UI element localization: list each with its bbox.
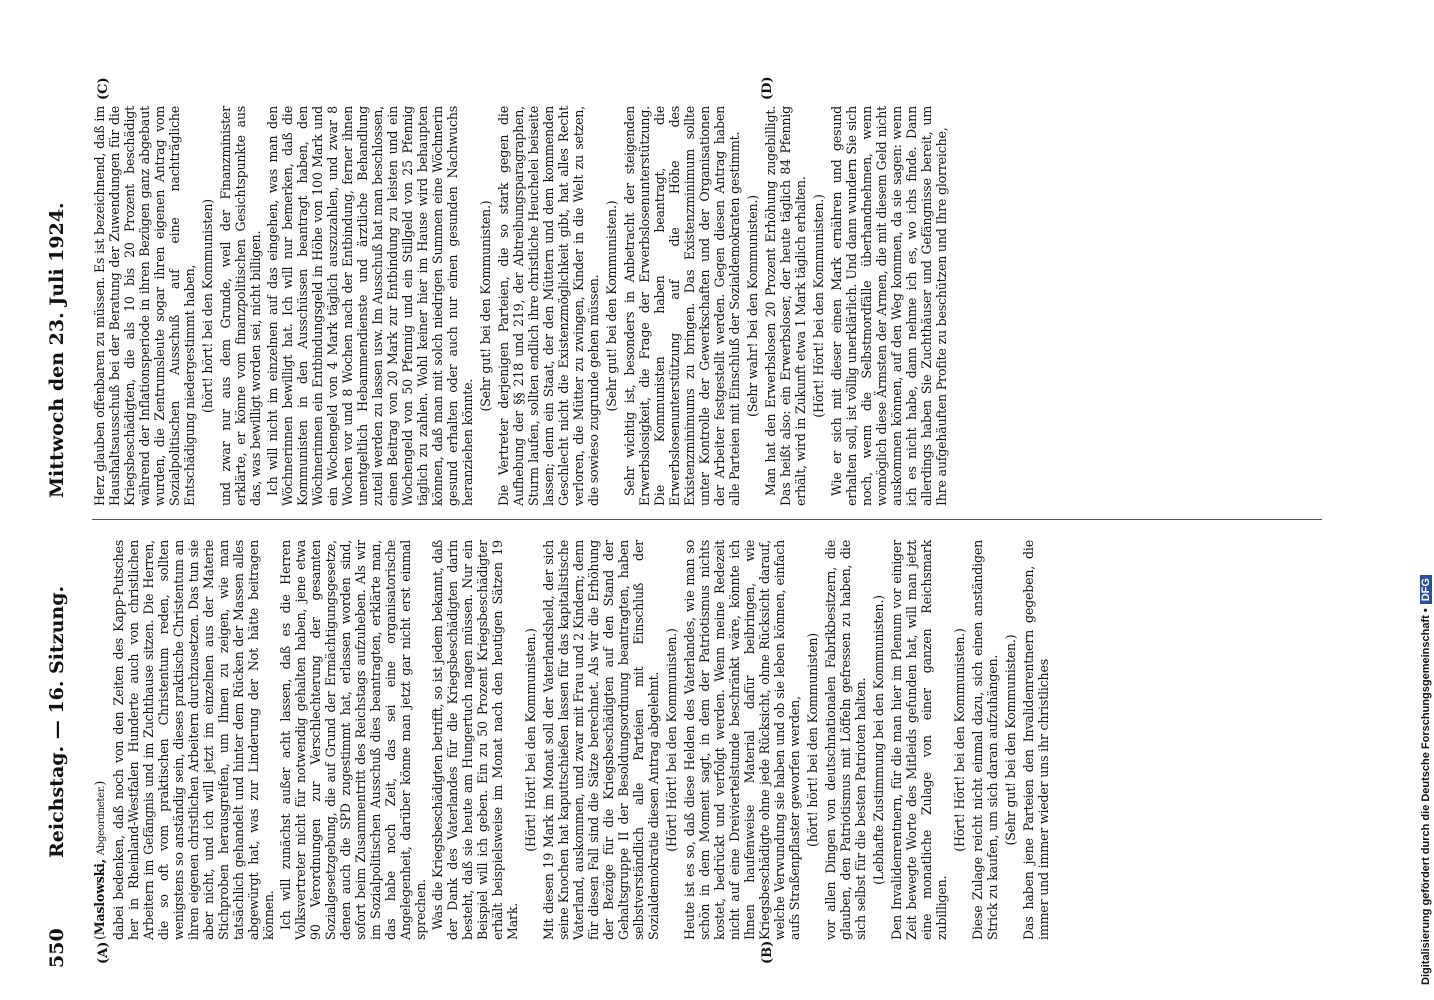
paragraph: Die Vertreter derjenigen Parteien, die so stark gegen die Aufhebung der §§ 218 und 219, der Abtreibungsparagraphen, Sturm laufen, sollten endlich ihre christliche Heuchelei beiseite lassen; denn ein Staat, der den Müttern und dem kommenden Geschlecht nicht die Existenzmöglichkeit gibt, hat alles Recht verloren, die Mütter zu zwingen, Kinder in die Welt zu setzen, die sowieso zugrunde gehen müssen. [496,106,601,506]
paragraph: Ich will nicht im einzelnen auf das eingehen, was man den Wöchnerinnen bewilligt hat. Ich will nur bemerken, daß die Kommunisten in den Ausschüssen beantragt haben, den Wöchnerinnen ein Entbindungsgeld in Höhe von 100 Mark und ein Wochengeld von 4 Mark täglich auszuzahlen, und zwar 8 Wochen vor und 8 Wochen nach der Entbindung, ferner ihnen unentgeltlich Hebammendienste und ärztliche Behandlung zuteil werden zu lassen usw. Im Ausschuß hat man beschlossen, einen Beitrag von 20 Mark zur Entbindung zu leisten und ein Wochengeld von 50 Pfennig und ein Stillgeld von 25 Pfennig täglich zu zahlen. Wohl keiner hier im Hause wird behaupten können, daß man mit solch niedrigen Summen eine Wöchnerin gesund erhalten oder auch nur einen gesunden Nachwuchs heranziehen könnte. [265,106,475,506]
paragraph: Man hat den Erwerbslosen 20 Prozent Erhöhung zugebilligt. Das heißt also: ein Erwerbsloser, der heute täglich 84 Pfennig erhält, wird in Zukunft etwa 1 Mark täglich erhalten. [763,106,808,506]
interjection: (Sehr gut! bei den Kommunisten.) [1003,634,1018,846]
interjection: (Hört! Hört! bei den Kommunisten.) [952,628,967,852]
margin-mark-d: (D) [760,76,775,100]
margin-mark-a: (A) [96,941,111,964]
speaker-line: (Maslowski, Abgeordneter.) [92,780,107,940]
speaker-role: Abgeordneter. [96,785,107,856]
interjection: (hört! hört! bei den Kommunisten) [200,199,215,413]
page-number: 550 [46,928,68,968]
paragraph: Heute ist es so, daß diese Helden des Vaterlandes, wie man so schön in dem Moment sagt, in dem der Patriotismus nichts kostet, bedrückt und verfolgt werden. Wenn meine Redezeit nicht auf eine Dreiviertelstunde beschränkt wäre, könnte ich Ihnen haufenweise Material dafür beibringen, wie Kriegsbeschädigte ohne jede Rücksicht, ohne Rücksicht darauf, welche Verwundung sie haben und ob sie leben können, einfach aufs Straßenpflaster geworfen werden, [682,540,802,940]
margin-mark-b: (B) [760,940,775,964]
interjection: (Lebhafte Zustimmung bei den Kommunisten.) [871,595,886,885]
interjection: (hört! hört! bei den Kommunisten) [805,633,820,847]
dfg-logo: DFG [1420,575,1432,604]
paragraph: Den Invalidenrentnern, für die man hier im Plenum vor einiger Zeit bewegte Worte des Mitleids gefunden hat, will man jetzt eine monatliche Zulage von einer ganzen Reichsmark zubilligen. [889,540,949,940]
paragraph: dabei bedenken, daß noch von den Zeiten des Kapp-Putsches her in Rheinland-Westfalen Hunderte auch von christlichen Arbeitern im Gefängnis und im Zuchthause sitzen. Die Herren, die so oft vom praktischen Christentum reden, sollten wenigstens so anständig sein, dieses praktische Christentum an ihren eigenen christlichen Arbeitern durchzusetzen. Das tun sie aber nicht, und ich will jetzt im einzelnen aus der Materie Stichproben herausgreifen, um Ihnen zu zeigen, wie man tatsächlich gehandelt und hinter dem Rücken der Massen alles abgewürgt hat, was zur Linderung der Not hätte beitragen können. [111,540,276,940]
interjection: (Hört! Hört! bei den Kommunisten.) [811,194,826,418]
digitization-note [1420,575,1432,985]
header-right-title: Mittwoch den 23. Juli 1924. [46,202,68,498]
page-header [40,68,80,968]
column-left [92,540,1053,940]
interjection: (Sehr gut! bei den Kommunisten.) [478,200,493,412]
interjection: (Hört! Hört! bei den Kommunisten.) [664,628,679,852]
paragraph: Sehr wichtig ist, besonders in Anbetracht der steigenden Erwerbslosigkeit, die Frage der Erwerbslosenunterstützung. Die Kommunisten haben beantragt, die Erwerbslosenunterstützung auf die Höhe des Existenzminimums zu bringen. Das Existenzminimum sollte unter Kontrolle der Gewerkschaften und der Organisationen der Arbeiter festgestellt werden. Gegen diesen Antrag haben alle Parteien mit Einschluß der Sozialdemokraten gestimmt. [622,106,742,506]
paragraph: und zwar nur aus dem Grunde, weil der Finanzminister erklärte, er könne vom finanzpolitischen Gesichtspunkte aus das, was bewilligt worden sei, nicht billigen. [218,106,263,506]
paragraph: Das haben jene Parteien den Invalidenrentnern gegeben, die immer und immer wieder uns ihr christliches [1021,540,1051,940]
interjection: (Hört! Hört! bei den Kommunisten.) [523,628,538,852]
column-divider [92,519,1322,520]
interjection: (Sehr wahr! bei den Kommunisten.) [745,195,760,417]
paragraph: Wie er sich mit dieser einen Mark ernähren und gesund erhalten soll, ist völlig unerklärlich. Und dann wundern Sie sich noch, wenn die Selbstmordfälle überhandnehmen, wenn womöglich diese Ärmsten der Armen, die mit diesem Geld nicht auskommen können, auf den Weg kommen, da sie sagen: wenn ich es nicht habe, dann nehme ich es, wo ichs finde. Dann allerdings haben Sie Zuchthäuser und Gefängnisse bereit, um Ihre aufgehäuften Profite zu beschützen und Ihre glorreiche, [829,106,949,506]
digitization-note-text: Digitalisierung gefördert durch die Deutsche Forschungsgemeinschaft • [1420,608,1432,985]
interjection: (Sehr gut! bei den Kommunisten.) [604,200,619,412]
paragraph: Herz glauben offenbaren zu müssen. Es ist bezeichnend, daß im Haushaltsausschuß bei der Beratung der Zuwendungen für die Kriegsbeschädigten, die als 10 bis 20 Prozent beschädigt während der Inflationsperiode in ihren Bezügen ganz abgebaut wurden, die Zentrumsleute sogar ihren eigenen Antrag vom Sozialpolitischen Ausschuß auf eine nachträgliche Entschädigung niedergestimmt haben, [92,106,197,506]
paragraph: vor allen Dingen von deutschnationalen Fabrikbesitzern, die glauben, den Patriotismus mit Löffeln gefressen zu haben, die sich selbst für die besten Patrioten halten. [823,540,868,940]
paragraph: Diese Zulage reicht nicht einmal dazu, sich einen anständigen Strick zu kaufen, um sich daran aufzuhängen. [970,540,1000,940]
rotated-text-block [40,68,1330,968]
paragraph: Ich will zunächst außer acht lassen, daß es die Herren Volksvertreter nicht für notwendig gehalten haben, jene etwa 90 Verordnungen zur Verschlechterung der gesamten Sozialgesetzgebung, die auf Grund der Ermächtigungsgesetze, denen auch die SPD zugestimmt hat, erlassen worden sind, sofort beim Zusammentritt des Reichstags aufzuheben. Als wir im Sozialpolitischen Ausschuß dies beantragten, erklärte man, das habe noch Zeit, das sei eine organisatorische Angelegenheit, darüber könne man jetzt gar nicht erst einmal sprechen. [278,540,428,940]
paragraph: Was die Kriegsbeschädigten betrifft, so ist jedem bekannt, daß der Dank des Vaterlandes für die Kriegsbeschädigten darin besteht, daß sie heute am Hungertuch nagen müssen. Nur ein Beispiel will ich geben. Ein zu 50 Prozent Kriegsbeschädigter erhält beispielsweise im Monat nach den heutigen Sätzen 19 Mark. [430,540,520,940]
header-left-title: Reichstag. — 16. Sitzung. [46,585,68,858]
column-right [92,106,951,506]
speaker-name: Maslowski, [92,859,107,936]
paragraph: Mit diesen 19 Mark im Monat soll der Vaterlandsheld, der sich seine Knochen hat kaputtschießen lassen für das kapitalistische Vaterland, auskommen, und zwar mit Frau und 2 Kindern; denn für diesen Fall sind die Sätze berechnet. Als wir die Erhöhung der Bezüge für die Kriegsbeschädigten auf den Stand der Gehaltsgruppe II der Besoldungsordnung beantragten, haben selbstverständlich alle Parteien mit Einschluß der Sozialdemokratie diesen Antrag abgelehnt. [541,540,661,940]
margin-mark-c: (C) [96,77,111,100]
